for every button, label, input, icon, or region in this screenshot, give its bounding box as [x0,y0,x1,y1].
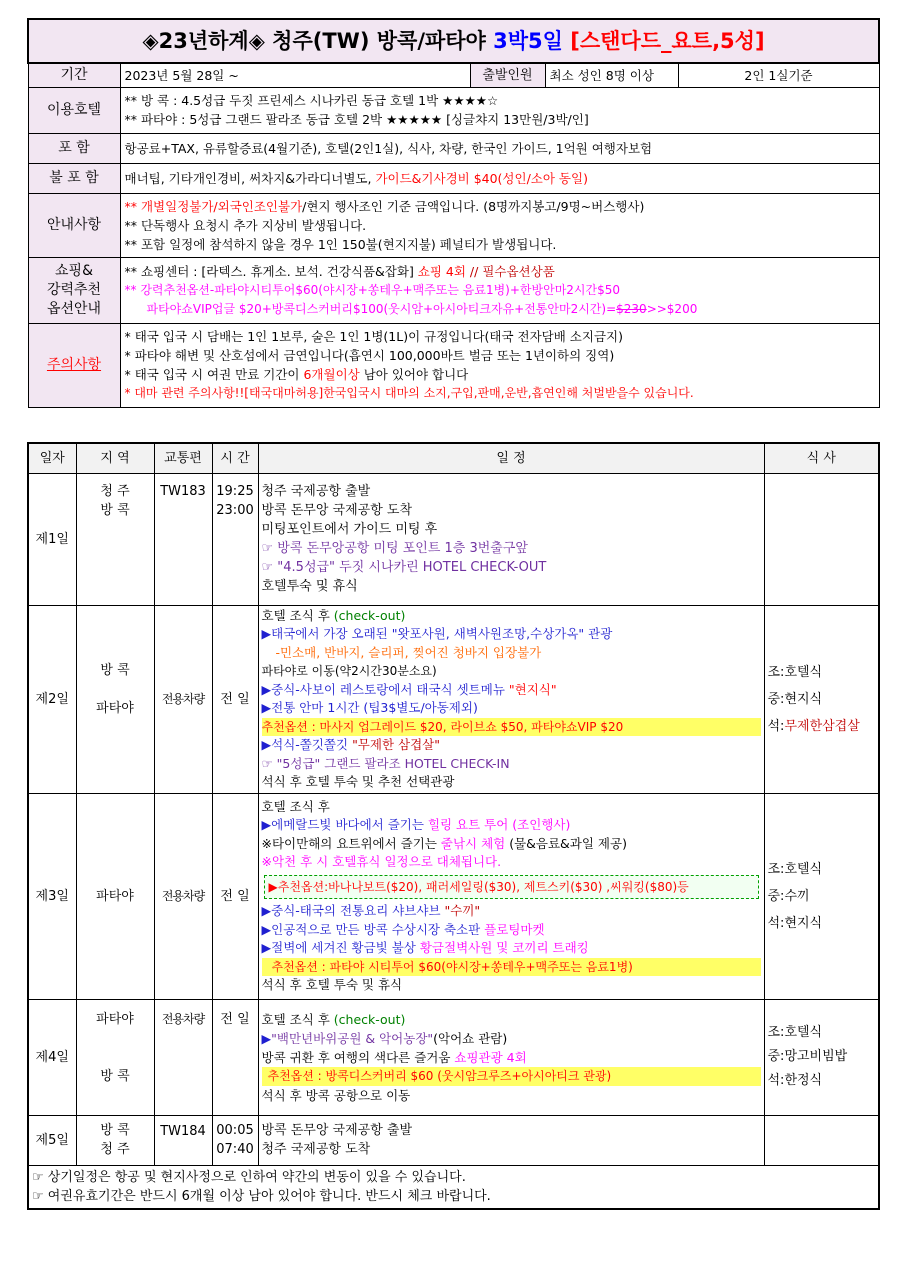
local-food: "현지식" [508,681,557,697]
day-time [212,473,258,605]
time-1: 00:05 [216,1123,254,1138]
plan-line: 석식 후 방콕 공항으로 이동 [261,1087,411,1103]
plan-line: ☞ "4.5성급" 두짓 시나카린 HOTEL CHECK-OUT [261,559,547,575]
guide-label: 안내사항 [28,193,120,257]
meal-lunch: 중:수끼 [767,888,810,904]
col-time: 시 간 [212,443,258,473]
shop-label-1: 쇼핑& [55,262,93,279]
meal-dinner-label: 석: [767,718,785,734]
col-transport: 교통편 [154,443,212,473]
plan-line: ☞ 방콕 돈무앙공항 미팅 포인트 1층 3번출구앞 [261,540,528,556]
day-row [28,473,879,605]
guide-line-2: ** 단독행사 요청시 추가 지상비 발생됩니다. [124,217,367,233]
time-2: 07:40 [216,1142,254,1157]
day-meal [764,605,879,793]
day-row [28,999,879,1115]
caution-line-2: * 파타야 해변 및 산호섬에서 금연입니다(흡연시 100,000바트 벌금 또는 1년이하의 징역) [124,348,615,363]
caution-line-4: * 대마 관련 주의사항!![태국대마허용]한국입국시 대마의 소지,구입,판매,운반,흡연인해 처벌받을수 있습니다. [124,386,694,400]
title-prefix: ◈23년하계◈ 청주(TW) 방콕/파타야 [142,28,494,53]
single-charge: [싱글챠지 13만원/3박/인] [442,112,589,127]
hotel-label: 이용호텔 [28,87,120,133]
day-meal [764,793,879,999]
floating-market: 플로팅마켓 [484,921,545,937]
plan-text: 호텔 조식 후 [261,1011,334,1027]
caution-line-3 [125,365,875,384]
plan-text: ▶ [261,1030,272,1046]
day-transport: 전용차량 [154,999,212,1115]
footnote-2: ☞ 여권유효기간은 반드시 6개월 이상 남아 있어야 합니다. 반드시 체크 바랍니다. [32,1188,491,1204]
include-label: 포 함 [28,133,120,163]
guide-warning: ** 개별일정불가/외국인조인불가 [124,198,303,214]
region-1: 파타야 [96,1011,134,1027]
plan-text: ▶인공적으로 만든 방콕 수상시장 축소판 [261,921,485,937]
plan-text: ▶절벽에 세겨진 황금빛 불상 [261,940,420,955]
guide-line-1-rest: /현지 행사조인 기준 금액입니다. (8명까지봉고/9명~버스행사) [302,198,645,214]
departure-value: 최소 성인 8명 이상 [545,63,678,87]
day-label: 제3일 [28,793,76,999]
guide-line-3: ** 포함 일정에 참석하지 않을 경우 1인 150불(현지지불) 페널티가 발생됩니다. [124,236,557,252]
day-plan [258,1115,764,1165]
caution-line-1: * 태국 입국 시 담배는 1인 1보루, 술은 1인 1병(1L)이 규정입니다(태국 전자담배 소지금지) [124,329,623,344]
plan-line [262,607,761,626]
plan-line: 호텔 조식 후 [261,798,330,814]
golden-buddha: 황금절벽사원 및 코끼리 트래킹 [419,940,589,955]
departure-label: 출발인원 [470,63,545,87]
meal-dinner: 석:한정식 [767,1073,823,1088]
shop-label [28,257,120,323]
hotel-pattaya-text: ** 파타야 : 5성급 그랜드 팔라조 동급 호텔 2박 ★★★★★ [124,112,443,127]
title-nights: 3박5일 [493,28,563,53]
plan-text: 호텔 조식 후 [261,607,334,623]
day-meal [764,999,879,1115]
meal-breakfast: 조:호텔식 [767,664,823,680]
option-line: 추천옵션 : 파타야 시티투어 $60(야시장+쏭테우+맥주또는 음료1병) [262,958,761,977]
guide-fee: 가이드&기사경비 $40(성인/소아 동일) [375,170,588,186]
shop-count: 쇼핑 4회 [417,263,466,279]
region-1: 방 콕 [100,1123,130,1138]
plan-line [262,921,761,940]
plan-line: 미팅포인트에서 가이드 미팅 후 [261,521,438,537]
day-transport: TW183 [154,473,212,605]
title-suffix: [스탠다드_요트,5성] [562,28,765,53]
day-label: 제4일 [28,999,76,1115]
plan-line: 방콕 돈무앙 국제공항 출발 [261,1123,413,1138]
day-region [76,1115,154,1165]
plan-line: 청주 국제공항 도착 [261,1142,371,1157]
plan-line: ▶태국에서 가장 오래된 "왓포사원, 새벽사원조망,수상가옥" 관광 [261,626,613,641]
new-price: >>$200 [646,301,698,316]
meal-breakfast: 조:호텔식 [767,861,823,877]
day-time: 전 일 [212,605,258,793]
caution-label: 주의사항 [28,323,120,407]
fishing: 줄낚시 체험 [440,835,506,851]
region-1: 청 주 [100,483,130,499]
day-row [28,793,879,999]
spacer [80,718,151,737]
bbq: "무제한 삼겹살" [352,737,440,752]
plan-text: (물&음료&과일 제공) [505,835,627,851]
shop-line-2: ** 강력추천옵션-파타야시티투어$60(야시장+쏭테우+맥주또는 음료1병)+한방안마2시간$50 [124,282,621,297]
meal-dinner: 석:현지식 [767,915,823,931]
caution-line-3c: 남아 있어야 합니다 [359,367,469,382]
checkout-note: (check-out) [333,1011,406,1027]
day-transport: TW184 [154,1115,212,1165]
spacer [80,1029,151,1067]
meal-lunch: 중:망고비빔밥 [767,1049,848,1064]
region-1: 방 콕 [100,663,130,678]
passport-months: 6개월이상 [303,367,360,382]
day-label: 제1일 [28,473,76,605]
plan-line: ※악천 후 시 호텔휴식 일정으로 대체됩니다. [261,854,502,869]
shop-line-3 [125,300,875,319]
hotel-line-pattaya [125,110,875,129]
option-line: ▶추천옵션:바나나보트($20), 패러세일링($30), 제트스키($30) ,씨워킹($80)등 [268,879,689,894]
day-plan [258,793,764,999]
region-2: 파타야 [96,701,134,716]
day-time: 전 일 [212,999,258,1115]
plan-line [262,939,761,958]
page-title [28,19,879,63]
day-region [76,473,154,605]
day-meal [764,473,879,605]
day-region [76,605,154,793]
day-meal [764,1115,879,1165]
plan-text: 방콕 귀환 후 여행의 색다른 즐거움 [261,1049,455,1065]
option-line: 추천옵션 : 방콕디스커버리 $60 (웃시암크루즈+아시아티크 관광) [262,1067,761,1086]
meal-lunch: 중:현지식 [767,691,823,707]
crocodile-farm: "백만년바위공원 & 악어농장" [271,1030,434,1046]
shopping-count: 쇼핑관광 4회 [454,1049,527,1065]
plan-line [262,835,761,854]
day-row [28,1115,879,1165]
caution-line-3a: * 태국 입국 시 여권 만료 기간이 [124,367,304,382]
option-line: 추천옵션 : 마사지 업그레이드 $20, 라이브쇼 $50, 파타야쇼VIP $20 [262,718,761,737]
plan-text: ▶석식-쫄깃쫄깃 [261,737,353,752]
plan-line [262,816,761,835]
plan-line [262,736,761,755]
shop-label-2: 강력추천 [46,281,102,298]
period-label: 기간 [28,63,120,87]
period-value: 2023년 5월 28일 ~ [120,63,470,87]
col-day: 일자 [28,443,76,473]
region-2: 청 주 [100,1142,130,1157]
hotel-value [120,87,879,133]
region-2: 방 콕 [100,1068,130,1084]
plan-line: 방콕 돈무앙 국제공항 도착 [261,502,413,518]
plan-text: ▶중식-사보이 레스토랑에서 태국식 셋트메뉴 [261,681,509,697]
footnotes [28,1165,879,1209]
day-region: 파타야 [76,793,154,999]
shop-centers: ** 쇼핑센터 : [라텍스. 휴게소. 보석. 건강식품&잡화] [124,263,418,279]
shop-line-3-text: 파타야쇼VIP업글 $20+방콕디스커버리$100(웃시암+아시아티크자유+전통안마2시간)= [146,301,617,316]
room-value: 2인 1실기준 [678,63,879,87]
schedule-table [27,442,880,1210]
plan-line: 청주 국제공항 출발 [261,483,371,499]
plan-text: ▶에메랄드빛 바다에서 즐기는 [261,817,428,832]
checkout-note: (check-out) [333,607,406,623]
shop-label-3: 옵션안내 [46,300,102,317]
day-label: 제2일 [28,605,76,793]
day-plan [258,605,764,793]
exclude-value [120,163,879,193]
time-2: 23:00 [216,502,254,518]
day-time: 전 일 [212,793,258,999]
plan-line: 석식 후 호텔 투숙 및 추천 선택관광 [261,774,455,789]
suki: "수끼" [444,903,481,918]
hotel-line-bangkok: ** 방 콕 : 4.5성급 두짓 프린세스 시나카린 동급 호텔 1박 ★★★★☆ [124,93,499,108]
plan-line [262,681,761,700]
day-plan [258,999,764,1115]
day-region [76,999,154,1115]
shop-value [120,257,879,323]
meal-dinner [768,713,876,740]
exclude-text: 매너팁, 기타개인경비, 써차지&가라디너별도, [124,170,376,186]
plan-line [262,1029,761,1048]
day-transport: 전용차량 [154,793,212,999]
meal-dinner-value: 무제한삼겹살 [784,718,860,734]
region-2: 방 콕 [100,502,130,518]
col-meal: 식 사 [764,443,879,473]
spacer [80,680,151,699]
plan-line: -민소매, 반바지, 슬리퍼, 찢어진 청바지 입장불가 [275,644,542,660]
shop-mandatory: // 필수옵션상품 [465,263,555,279]
day-label: 제5일 [28,1115,76,1165]
meal-breakfast: 조:호텔식 [767,1025,823,1040]
plan-line [262,902,761,921]
day-row [28,605,879,793]
col-region: 지 역 [76,443,154,473]
old-price: $230 [616,301,647,316]
plan-line: 호텔투숙 및 휴식 [261,578,358,594]
include-value: 항공료+TAX, 유류할증료(4월기준), 호텔(2인1실), 식사, 차량, 한국인 가이드, 1억원 여행자보험 [120,133,879,163]
footnote-row [28,1165,879,1209]
yacht-tour: 힐링 요트 투어 (조인행사) [427,817,571,832]
plan-line: ▶전통 안마 1시간 (팁3$별도/아동제외) [261,700,478,715]
plan-text: ▶중식-태국의 전통요리 샤브샤브 [261,903,445,918]
guide-value [120,193,879,257]
day-transport: 전용차량 [154,605,212,793]
plan-line: 파타야로 이동(약2시간30분소요) [261,664,437,678]
day-time [212,1115,258,1165]
plan-line: ☞ "5성급" 그랜드 팔라조 HOTEL CHECK-IN [261,755,510,771]
caution-value [120,323,879,407]
plan-line [262,1010,761,1029]
shop-line-1 [125,262,875,281]
option-box [264,875,759,900]
plan-line [262,1048,761,1067]
time-1: 19:25 [216,483,254,499]
info-table [27,18,880,408]
plan-line: 석식 후 호텔 투숙 및 휴식 [261,977,403,992]
guide-line-1 [125,197,875,216]
exclude-label: 불 포 함 [28,163,120,193]
plan-text: (악어쇼 관람) [433,1030,508,1046]
day-plan [258,473,764,605]
col-plan: 일 정 [258,443,764,473]
footnote-1: ☞ 상기일정은 항공 및 현지사정으로 인하여 약간의 변동이 있을 수 있습니다. [32,1169,466,1185]
plan-text: ※타이만해의 요트위에서 즐기는 [261,835,441,851]
